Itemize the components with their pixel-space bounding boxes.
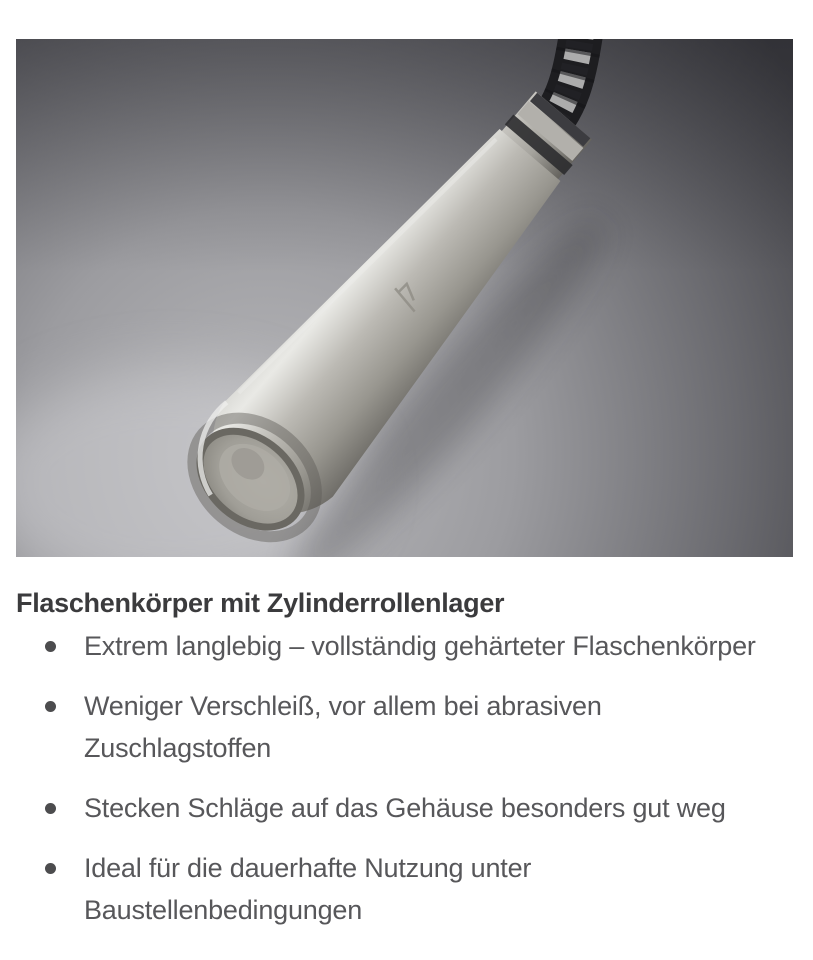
feature-text: Zuschlagstoffen: [84, 733, 272, 763]
vibrator-poker-image: [16, 39, 793, 557]
feature-text: Weniger Verschleiß, vor allem bei abrasiven: [84, 691, 602, 721]
feature-list: [0, 625, 813, 931]
feature-text: Stecken Schläge auf das Gehäuse besonders gut weg: [84, 793, 726, 823]
feature-text: Baustellenbedingungen: [84, 895, 363, 925]
feature-item: [16, 847, 797, 931]
feature-item: [16, 685, 797, 769]
product-description-page: [0, 39, 813, 960]
product-photo: [16, 39, 793, 557]
feature-item: [16, 625, 797, 667]
feature-text: Extrem langlebig – vollständig gehärteter Flaschenkörper: [84, 631, 756, 661]
feature-item: [16, 787, 797, 829]
section-title: Flaschenkörper mit Zylinderrollenlager: [16, 588, 505, 618]
feature-text: Ideal für die dauerhafte Nutzung unter: [84, 853, 532, 883]
